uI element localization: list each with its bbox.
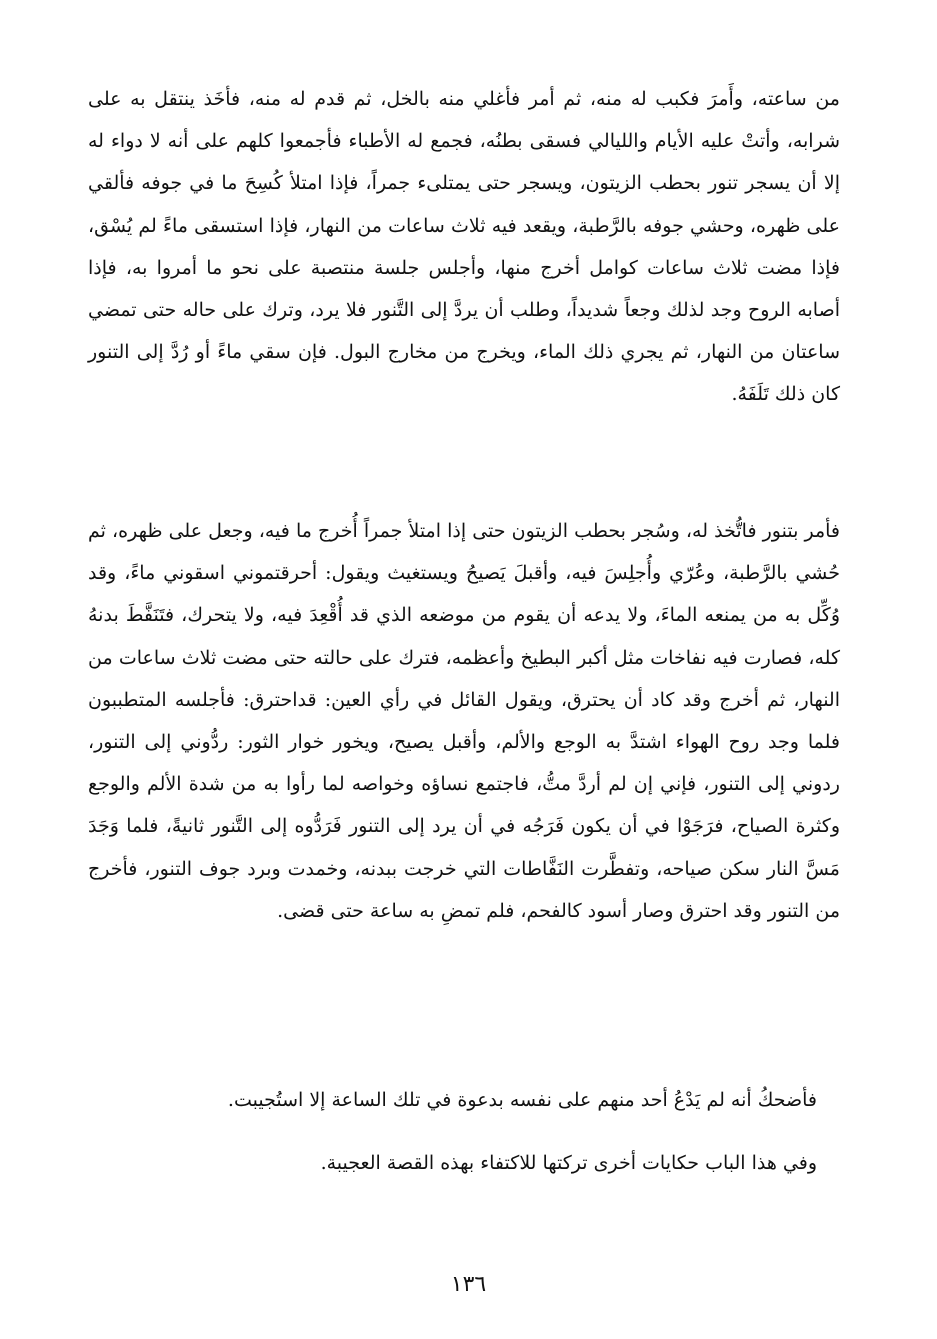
paragraph-4: وفي هذا الباب حكايات أخرى تركتها للاكتفاء بهذه القصة العجيبة. — [320, 1152, 817, 1174]
page-number: ١٣٦ — [450, 1272, 487, 1297]
paragraph-3: فأضحكُ أنه لم يَدْعُ أحد منهم على نفسه بدعوة في تلك الساعة إلا استُجيبت. — [227, 1089, 817, 1111]
paragraph-1: من ساعته، وأَمرَ فكبب له منه، ثم أمر فأغلي منه بالخل، ثم قدم له منه، فأخَذ ينتقل به على شرابه، وأتتْ عليه الأيام والليالي فسقى بطنُه، فجمع له الأطباء فأجمعوا كلهم على أنه لا دواء له إلا أن يسجر تنور بحطب الزيتون، ويسجر حتى يمتلىء جمراً، فإذا امتلأ كُسِحَ ما في جوفه فألقي على ظهره، وحشي جوفه بالرَّطبة، ويقعد فيه ثلاث ساعات من النهار، فإذا استسقى ماءً لم يُسْق، فإذا مضت ثلاث ساعات كوامل أخرج منها، وأجلس جلسة منتصبة على نحو ما أمروا به، فإذا أصابه الروح وجد لذلك وجعاً شديداً، وطلب أن يردَّ إلى التَّنور فلا يرد، وترك على حاله حتى تمضي ساعتان من النهار، ثم يجري ذلك الماء، ويخرج من مخارج البول. فإن سقي ماءً أو رُدَّ إلى التنور كان ذلك تَلَفَهُ. — [88, 88, 840, 406]
paragraph-2: فأمر بتنور فاتُّخذ له، وسُجر بحطب الزيتون حتى إذا امتلأ جمراً أُخرج ما فيه، وجعل على ظهره، ثم حُشي بالرَّطبة، وعُرّي وأُجلِسَ فيه، وأقبلَ يَصيحُ ويستغيث ويقول: أحرقتموني اسقوني ماءً، وقد وُكِّل به من يمنعه الماءَ، ولا يدعه أن يقوم من موضعه الذي قد أُقْعِدَ فيه، ولا يتحرك، فتَنَفَّطَ بدنهُ كله، فصارت فيه نفاخات مثل أكبر البطيخ وأعظمه، فترك على حالته حتى مضت ثلاث ساعات من النهار، ثم أخرج وقد كاد أن يحترق، ويقول القائل في رأي العين: قداحترق: فأجلسه المتطببون فلما وجد روح الهواء اشتدَّ به الوجع والألم، وأقبل يصيح، ويخور خوار الثور: ردُّوني إلى التنور، ردوني إلى التنور، فإني إن لم أردَّ متُّ، فاجتمع نساؤه وخواصه لما رأوا به من شدة الألم والوجع وكثرة الصياح، فرَجَوْا في أن يكون فَرَجُه في أن يرد إلى التنور فَرَدُّوه إلى التَّنور ثانيةً، فلما وَجَدَ مَسَّ النار سكن صياحه، وتفطَّرت النَفَّاطات التي خرجت ببدنه، وخمدت وبرد جوف التنور، فأخرج من التنور وقد احترق وصار أسود كالفحم، فلم تمضِ به ساعة حتى قضى. — [88, 520, 840, 922]
